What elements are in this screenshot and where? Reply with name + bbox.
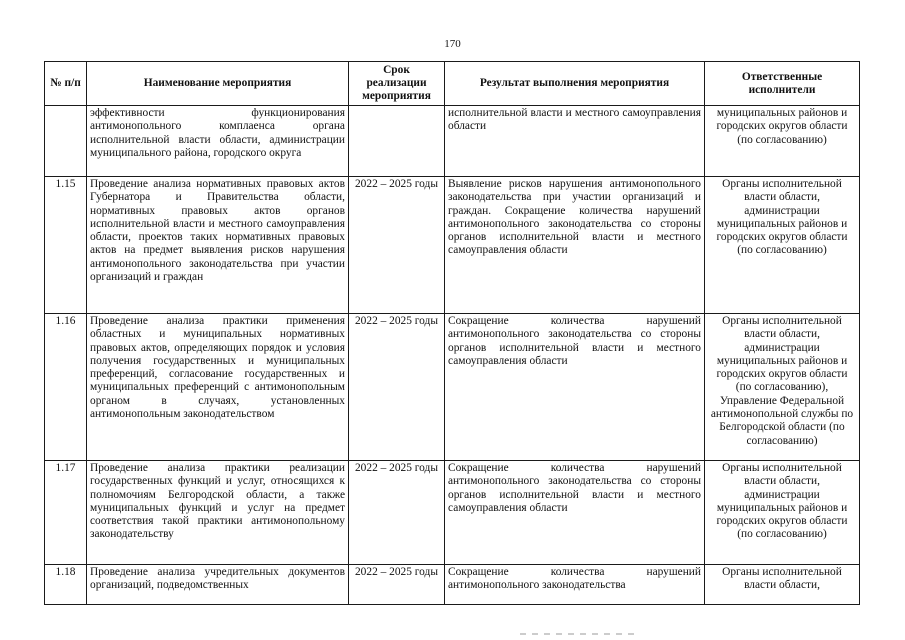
table-row	[45, 461, 860, 565]
row-num: 1.17	[45, 461, 87, 565]
row-result: Сокращение количества нарушений антимонопольного законодательства	[445, 565, 705, 605]
scan-artifact	[520, 633, 640, 635]
row-name: Проведение анализа учредительных документов организаций, подведомственных	[87, 565, 349, 605]
header-name: Наименование мероприятия	[87, 62, 349, 106]
row-name: Проведение анализа нормативных правовых актов Губернатора и Правительства области, нормативных правовых актов органов исполнительной власти и местного самоуправления области, проектов таких нормативных правовых актов на предмет выявления рисков нарушения антимонопольного законодательства при участии организаций и граждан	[87, 177, 349, 314]
header-num: № п/п	[45, 62, 87, 106]
header-result: Результат выполнения мероприятия	[445, 62, 705, 106]
row-term: 2022 – 2025 годы	[349, 314, 445, 461]
row-resp: Органы исполнительной власти области, администрации муниципальных районов и городских округов области (по согласованию)	[705, 461, 860, 565]
table-row	[45, 314, 860, 461]
row-resp: Органы исполнительной власти области, администрации муниципальных районов и городских округов области (по согласованию), Управление Федеральной антимонопольной службы по Белгородской области (по согласованию)	[705, 314, 860, 461]
row-resp: Органы исполнительной власти области, администрации муниципальных районов и городских округов области (по согласованию)	[705, 177, 860, 314]
row-result: Сокращение количества нарушений антимонопольного законодательства со стороны органов исполнительной власти и местного самоуправления области	[445, 461, 705, 565]
row-term: 2022 – 2025 годы	[349, 177, 445, 314]
header-resp: Ответственные исполнители	[705, 62, 860, 106]
row-name: Проведение анализа практики применения областных и муниципальных нормативных правовых актов, определяющих порядок и условия получения государственных и муниципальных преференций, согласование государственных и муниципальных преференций с антимонопольным органом в случаях, установленных антимонопольным законодательством	[87, 314, 349, 461]
row-num	[45, 106, 87, 177]
row-result: Выявление рисков нарушения антимонопольного законодательства при участии организаций и граждан. Сокращение количества нарушений антимонопольного законодательства со стороны органов исполнительной власти и местного самоуправления области	[445, 177, 705, 314]
table-header-row	[45, 62, 860, 106]
row-term: 2022 – 2025 годы	[349, 565, 445, 605]
header-term: Срок реализации мероприятия	[349, 62, 445, 106]
measures-table	[44, 61, 860, 605]
table-row	[45, 106, 860, 177]
row-num: 1.16	[45, 314, 87, 461]
row-name: Проведение анализа практики реализации государственных функций и услуг, относящихся к полномочиям Белгородской области, а также муниципальных функций и услуг на предмет соответствия такой практики антимонопольному законодательству	[87, 461, 349, 565]
row-name: эффективности функционирования антимонопольного комплаенса органа исполнительной власти области, администрации муниципального района, городского округа	[87, 106, 349, 177]
row-term: 2022 – 2025 годы	[349, 461, 445, 565]
table-row	[45, 177, 860, 314]
row-num: 1.15	[45, 177, 87, 314]
row-result: Сокращение количества нарушений антимонопольного законодательства со стороны органов исполнительной власти и местного самоуправления области	[445, 314, 705, 461]
page-number: 170	[444, 38, 461, 50]
row-term	[349, 106, 445, 177]
table-row	[45, 565, 860, 605]
row-resp: муниципальных районов и городских округов области (по согласованию)	[705, 106, 860, 177]
row-result: исполнительной власти и местного самоуправления области	[445, 106, 705, 177]
row-num: 1.18	[45, 565, 87, 605]
row-resp: Органы исполнительной власти области,	[705, 565, 860, 605]
